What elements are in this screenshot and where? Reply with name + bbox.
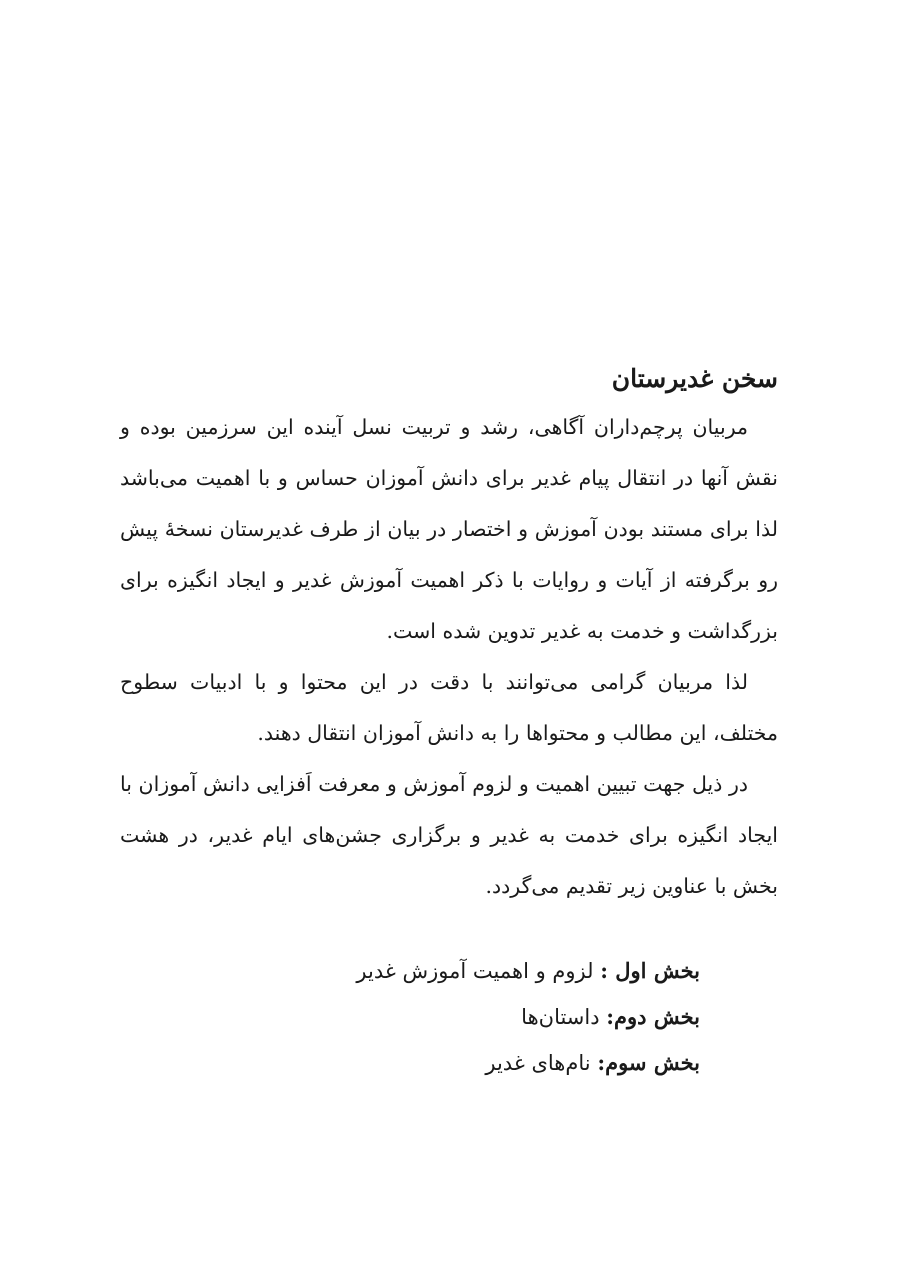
section-label: بخش سوم: <box>597 1050 700 1075</box>
section-item-3 <box>356 1040 700 1086</box>
section-title: لزوم و اهمیت آموزش غدیر <box>356 959 601 983</box>
teachers-paragraph: لذا مربیان گرامی می‌توانند با دقت در این محتوا و با ادبیات سطوح مختلف، این مطالب و محتواها را به دانش آموزان انتقال دهند. <box>120 670 778 745</box>
page-title: سخن غدیرستان <box>611 364 778 393</box>
document-body <box>120 352 778 912</box>
sections-intro-paragraph: در ذیل جهت تبیین اهمیت و لزوم آموزش و معرفت اَفزایی دانش آموزان با ایجاد انگیزه برای خدمت به غدیر و برگزاری جشن‌های ایام غدیر، در هشت بخش با عناوین زیر تقدیم می‌گردد. <box>120 772 778 898</box>
section-item-2 <box>356 994 700 1040</box>
section-title: نام‌های غدیر <box>485 1051 598 1075</box>
section-label: بخش دوم: <box>606 1004 700 1029</box>
section-title: داستان‌ها <box>521 1005 607 1029</box>
intro-paragraph: مربیان پرچم‌داران آگاهی، رشد و تربیت نسل آینده این سرزمین بوده و نقش آنها در انتقال پیام غدیر برای دانش آموزان حساس و با اهمیت می‌باشد لذا برای مستند بودن آموزش و اختصار در بیان از طرف غدیرستان نسخهٔ پیش رو برگرفته از آیات و روایات با ذکر اهمیت آموزش غدیر و ایجاد انگیزه برای بزرگداشت و خدمت به غدیر تدوین شده است. <box>120 415 778 643</box>
section-item-1 <box>356 948 700 994</box>
sections-list <box>356 948 700 1086</box>
section-label: بخش اول : <box>600 958 700 983</box>
